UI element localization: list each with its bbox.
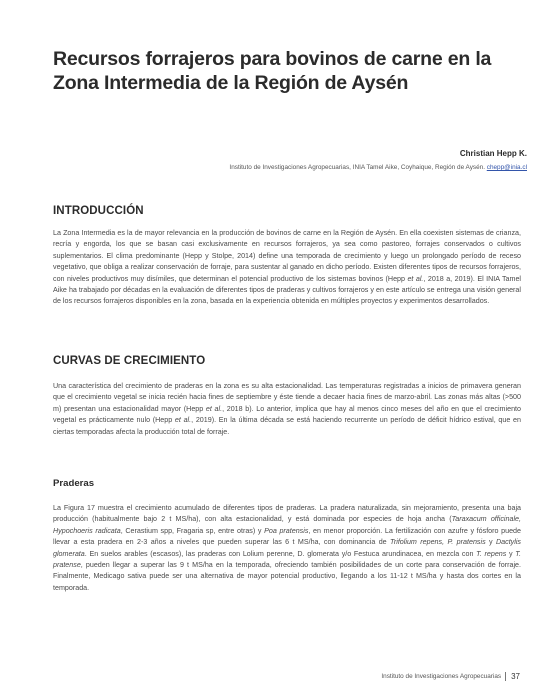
author-block <box>47 148 527 173</box>
praderas-text-1: La Figura 17 muestra el crecimiento acumulado de diferentes tipos de praderas. La pradera naturalizada, sin mejoramiento, presenta una baja producción (habitualmente bajo 2 t MS/ha), con alta estacionalidad, y está dominada por especies de hoja ancha ( <box>53 504 521 524</box>
curvas-text-2: , 2018 b). Lo anterior, implica que hay al menos cinco meses del año en que el crecimiento vegetal es prácticamente nulo (Hepp <box>53 404 521 425</box>
section-heading-introduccion: INTRODUCCIÓN <box>53 205 144 217</box>
curvas-text-3: , 2019). En la última década se está haciendo recurrente un período de déficit hídrico estival, que en ciertas temporadas afecta la producción total de forraje. <box>53 416 521 436</box>
section-heading-curvas: CURVAS DE CRECIMIENTO <box>53 355 206 367</box>
page-footer <box>381 672 520 681</box>
page-number: 37 <box>511 672 520 681</box>
affiliation-text: Instituto de Investigaciones Agropecuarias, INIA Tamel Aike, Coyhaique, Región de Aysén. <box>229 164 485 171</box>
footer-separator <box>505 672 506 681</box>
praderas-species-4: Dactylis glomerata <box>53 538 521 558</box>
intro-paragraph <box>53 228 521 308</box>
footer-publisher: Instituto de Investigaciones Agropecuarias <box>381 673 502 680</box>
author-affiliation <box>47 162 527 173</box>
curvas-etal-1: et al. <box>205 404 223 413</box>
intro-text-2: , 2018 a, 2019). El INIA Tamel Aike ha trabajado por décadas en la evaluación de diferentes tipos de praderas y cultivos forrajeros y en este artículo se entrega una visión general de los recursos forrajeros disponibles en la zona, basada en la experiencia obtenida en múltiples proyectos y experimentos desarrollados. <box>53 274 522 306</box>
praderas-species-3: Trifolium repens, P. pratensis <box>390 538 486 547</box>
praderas-species-1: Taraxacum officinale, Hypochoeris radicata <box>53 515 521 535</box>
curvas-etal-2: et al. <box>174 416 192 425</box>
praderas-species-6: T. pratense <box>53 549 521 570</box>
author-email-link[interactable]: chepp@inia.cl <box>486 164 527 171</box>
praderas-text-2: , Cerastium spp, Fragaria sp, entre otras) y <box>120 526 265 535</box>
praderas-text-7: , pueden llegar a superar las 9 t MS/ha en la temporada, ofreciendo también posibilidades de un corte para conservación de forraje. Finalmente, Medicago sativa puede ser una alternativa de mayor potencial productivo, llegando a los 11-12 t MS/ha y hasta dos cortes en la temporada. <box>53 561 521 592</box>
praderas-text-5: . En suelos arables (escasos), las praderas con Lolium perenne, D. glomerata y/o Festuca arundinacea, en mezcla con <box>84 549 477 558</box>
praderas-text-3: , en menor proporción. La fertilización con azufre y fósforo puede llevar a esta pradera en 2-3 años a niveles que pueden superar las 6 t MS/ha, con dominancia de <box>53 526 521 547</box>
praderas-paragraph <box>53 503 521 594</box>
subsection-heading-praderas: Praderas <box>53 478 95 489</box>
curvas-paragraph <box>53 381 521 438</box>
author-name: Christian Hepp K. <box>459 149 527 158</box>
praderas-text-6: y <box>506 549 516 558</box>
praderas-species-2: Poa pratensis <box>264 526 309 535</box>
article-title: Recursos forrajeros para bovinos de carne en la Zona Intermedia de la Región de Aysén <box>53 48 492 94</box>
intro-text-1: La Zona Intermedia es la de mayor relevancia en la producción de bovinos de carne en la Región de Aysén. En ella coexisten sistemas de crianza, recría y engorda, los que se basan casi exclusivamente en recursos forrajeros, ya sea como pastoreo, forrajes conservados o cultivos suplementarios. El clima predominante (Hepp y Stolpe, 2014) define una temporada de crecimiento y luego un prolongado período de receso vegetativo, que obliga a realizar conservación de forraje, para sustentar al ganado en dicho período. Existen diferentes tipos de recursos forrajeros, con niveles productivos muy disímiles, que determinan el potencial productivo de los sistemas bovinos (Hepp <box>53 229 521 283</box>
praderas-species-5: T. repens <box>476 549 507 558</box>
praderas-text-4: y <box>485 538 496 547</box>
curvas-text-1: Una característica del crecimiento de praderas en la zona es su alta estacionalidad. Las temperaturas registradas a inicios de primavera generan que el crecimiento vegetal se inicia recién hacia fines de septiembre y éste tiende a decaer hacia fines de marzo-abril. Las zonas más altas (>500 m) presentan una estacionalidad mayor (Hepp <box>53 382 521 413</box>
intro-etal: et al. <box>407 274 424 283</box>
